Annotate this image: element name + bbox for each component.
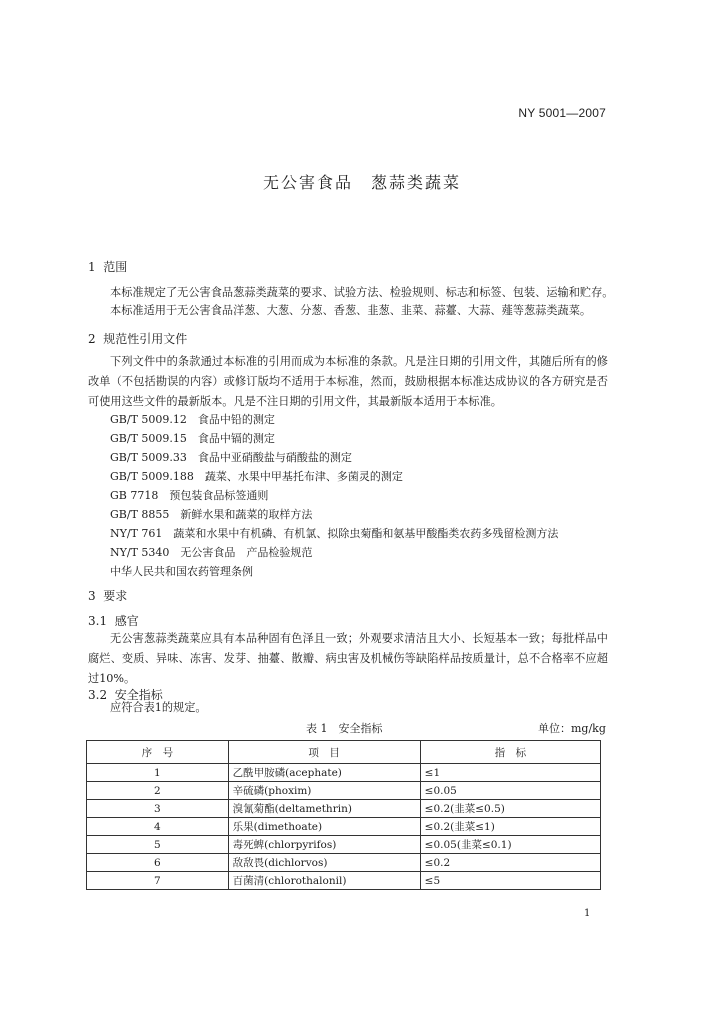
table-unit: 单位：mg/kg (538, 722, 606, 735)
reference-item: NY/T 5340 无公害食品 产品检验规范 (110, 546, 313, 559)
row-limit: ≤0.2(韭菜≤0.5) (420, 800, 600, 818)
row-limit: ≤0.05 (420, 782, 600, 800)
column-header-number: 序 号 (87, 741, 229, 764)
section-number: 3 (88, 589, 96, 603)
row-item: 百菌清(chlorothalonil) (228, 872, 420, 890)
section-number: 3.1 (88, 614, 108, 628)
safety-indicators-table (86, 740, 601, 890)
reference-item: GB 7718 预包装食品标签通则 (110, 489, 269, 502)
table-row (87, 836, 601, 854)
row-limit: ≤1 (420, 764, 600, 782)
section-title: 范围 (103, 260, 128, 274)
standard-code: NY 5001—2007 (518, 106, 606, 120)
table-row (87, 872, 601, 890)
section-title: 安全指标 (114, 688, 163, 702)
section-title: 感官 (114, 614, 139, 628)
safety-requirement-text: 应符合表1的规定。 (110, 701, 207, 714)
row-number: 6 (87, 854, 229, 872)
row-limit: ≤0.05(韭菜≤0.1) (420, 836, 600, 854)
section-title: 规范性引用文件 (103, 332, 188, 346)
reference-item: GB/T 5009.12 食品中铅的测定 (110, 413, 275, 426)
row-number: 4 (87, 818, 229, 836)
document-title: 无公害食品 葱蒜类蔬菜 (262, 173, 461, 192)
row-item: 溴氰菊酯(deltamethrin) (228, 800, 420, 818)
table-row (87, 782, 601, 800)
row-item: 毒死蜱(chlorpyrifos) (228, 836, 420, 854)
section-3-1-heading (88, 612, 139, 629)
table-row (87, 818, 601, 836)
sensory-requirements: 无公害葱蒜类蔬菜应具有本品种固有色泽且一致；外观要求清洁且大小、长短基本一致；每批样品中腐烂、变质、异味、冻害、发芽、抽薹、散瓣、病虫害及机械伤等缺陷样品按质量计，总不合格率不应超过10%。 (88, 632, 608, 685)
row-limit: ≤0.2(韭菜≤1) (420, 818, 600, 836)
column-header-item: 项 目 (228, 741, 420, 764)
row-item: 敌敌畏(dichlorvos) (228, 854, 420, 872)
reference-item: NY/T 761 蔬菜和水果中有机磷、有机氯、拟除虫菊酯和氨基甲酸酯类农药多残留检测方法 (110, 527, 559, 540)
table-header-row (87, 741, 601, 764)
row-number: 3 (87, 800, 229, 818)
reference-item: GB/T 5009.15 食品中镉的测定 (110, 432, 275, 445)
section-number: 3.2 (88, 688, 108, 702)
column-header-limit: 指 标 (420, 741, 600, 764)
scope-paragraph-2: 本标准适用于无公害食品洋葱、大葱、分葱、香葱、韭葱、韭菜、蒜薹、大蒜、薤等葱蒜类蔬菜。 (110, 304, 592, 317)
references-intro: 下列文件中的条款通过本标准的引用而成为本标准的条款。凡是注日期的引用文件，其随后所有的修改单（不包括勘误的内容）或修订版均不适用于本标准，然而，鼓励根据本标准达成协议的各方研究是否可使用这些文件的最新版本。凡是不注日期的引用文件，其最新版本适用于本标准。 (88, 355, 608, 408)
scope-paragraph-1: 本标准规定了无公害食品葱蒜类蔬菜的要求、试验方法、检验规则、标志和标签、包装、运输和贮存。 (110, 286, 614, 299)
page-number: 1 (584, 908, 591, 919)
reference-item: GB/T 8855 新鲜水果和蔬菜的取样方法 (110, 508, 313, 521)
reference-item: GB/T 5009.33 食品中亚硝酸盐与硝酸盐的测定 (110, 451, 352, 464)
row-number: 5 (87, 836, 229, 854)
reference-item: GB/T 5009.188 蔬菜、水果中甲基托布津、多菌灵的测定 (110, 470, 403, 483)
reference-item: 中华人民共和国农药管理条例 (110, 565, 253, 578)
row-number: 7 (87, 872, 229, 890)
table-row (87, 854, 601, 872)
section-3-heading (88, 587, 127, 604)
section-2-heading (88, 330, 187, 347)
section-number: 2 (88, 332, 96, 346)
row-item: 辛硫磷(phoxim) (228, 782, 420, 800)
table-caption: 表 1 安全指标 (306, 722, 383, 735)
row-number: 2 (87, 782, 229, 800)
section-number: 1 (88, 260, 96, 274)
table-row (87, 800, 601, 818)
section-1-heading (88, 258, 127, 275)
section-title: 要求 (103, 589, 128, 603)
row-item: 乙酰甲胺磷(acephate) (228, 764, 420, 782)
row-limit: ≤5 (420, 872, 600, 890)
row-number: 1 (87, 764, 229, 782)
row-item: 乐果(dimethoate) (228, 818, 420, 836)
table-row (87, 764, 601, 782)
row-limit: ≤0.2 (420, 854, 600, 872)
